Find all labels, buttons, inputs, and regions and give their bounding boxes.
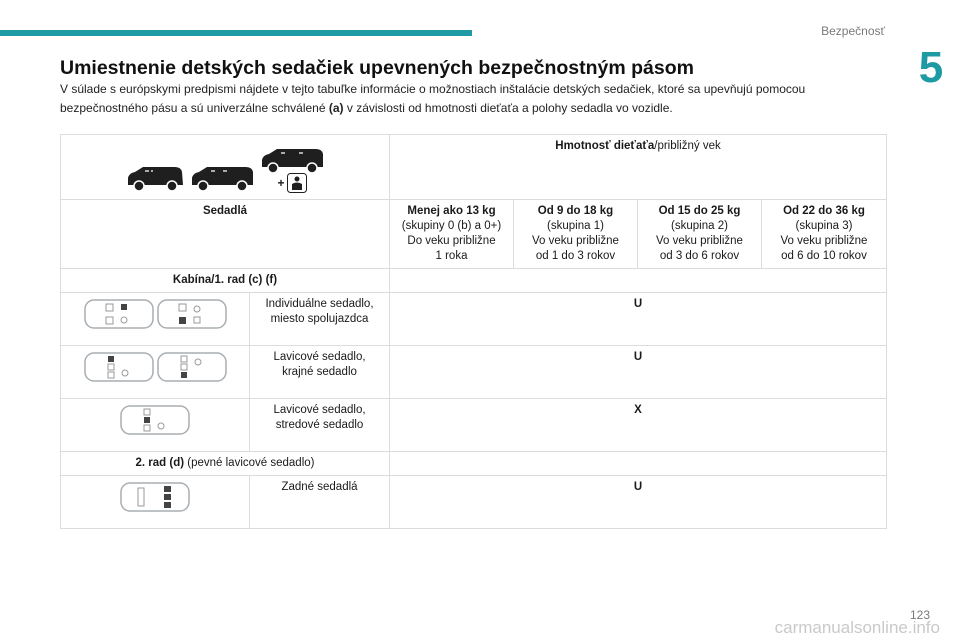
- seat-label: [250, 399, 390, 452]
- intro-text-2: v závislosti od hmotnosti dieťaťa a polohy sedadla vo vozidle.: [343, 101, 673, 115]
- car-seat-diagram-icon: [157, 350, 227, 384]
- second-row-bold: 2. rad (d): [135, 457, 185, 469]
- intro-paragraph: [60, 80, 850, 118]
- chapter-number: 5: [918, 43, 944, 92]
- weight-header-rest: /približný vek: [654, 140, 721, 152]
- col-age-line2: od 6 do 10 rokov: [781, 250, 867, 262]
- seat-label-line2: miesto spolujazdca: [270, 313, 369, 325]
- col-weight: Od 15 do 25 kg: [658, 205, 741, 217]
- seat-label: [250, 346, 390, 399]
- column-group-0: [390, 200, 514, 269]
- empty-cell: [390, 452, 887, 476]
- intro-bold-ref: (a): [328, 101, 344, 115]
- col-age-line1: Vo veku približne: [532, 235, 619, 247]
- table-row: [61, 399, 887, 452]
- col-group: (skupina 2): [671, 220, 728, 232]
- seat-diagram-cell: [61, 346, 250, 399]
- seat-diagram-cell: [61, 399, 250, 452]
- col-group: (skupina 3): [795, 220, 853, 232]
- vehicle-icons-cell: [61, 135, 390, 200]
- table-row-cabin-group: [61, 269, 887, 293]
- child-seat-icon: [287, 173, 307, 193]
- seat-diagram-cell: [61, 476, 250, 529]
- watermark-text: carmanualsonline.info: [774, 618, 940, 637]
- table-row-second-row-group: [61, 452, 887, 476]
- plus-icon: +: [277, 175, 285, 190]
- table-header-row: [61, 135, 887, 200]
- van-short-icon: [125, 165, 185, 193]
- car-seat-diagram-icon: [157, 297, 227, 331]
- header-accent-bar: [0, 30, 472, 36]
- col-group: (skupiny 0 (b) a 0+): [401, 220, 502, 232]
- car-seat-diagram-icon: [84, 350, 154, 384]
- van-long-icon: [259, 147, 325, 175]
- col-weight: Menej ako 13 kg: [407, 205, 496, 217]
- intro-text-1: V súlade s európskymi predpismi nájdete v tejto tabuľke informácie o možnostiach inštalácie detských sedačiek, ktoré sa upevňujú pomocou bezpečnostného pásu a sú univerzálne schválené: [60, 82, 806, 115]
- suitability-value: U: [390, 476, 887, 529]
- col-age-line2: 1 roka: [435, 250, 468, 262]
- column-group-2: [638, 200, 762, 269]
- seat-label-line2: krajné sedadlo: [282, 366, 357, 378]
- table-row: [61, 476, 887, 529]
- col-age-line1: Do veku približne: [407, 235, 496, 247]
- col-group: (skupina 1): [547, 220, 604, 232]
- seat-label-line2: stredové sedadlo: [275, 419, 364, 431]
- col-age-line2: od 1 do 3 rokov: [535, 250, 616, 262]
- car-seat-diagram-icon: [84, 297, 154, 331]
- column-group-1: [514, 200, 638, 269]
- section-name: Bezpečnosť: [821, 24, 885, 38]
- seats-label: Sedadlá: [61, 200, 390, 269]
- weight-header-cell: [390, 135, 887, 200]
- car-seat-diagram-icon: [120, 403, 190, 437]
- seat-label-line1: Lavicové sedadlo,: [273, 351, 366, 363]
- col-weight: Od 9 do 18 kg: [537, 205, 614, 217]
- suitability-value: X: [390, 399, 887, 452]
- car-seat-diagram-icon: [120, 480, 190, 514]
- child-seat-table: [60, 134, 887, 529]
- second-row-group-label: [61, 452, 390, 476]
- seat-label: Zadné sedadlá: [250, 476, 390, 529]
- empty-cell: [390, 269, 887, 293]
- col-age-line2: od 3 do 6 rokov: [659, 250, 740, 262]
- page-title: Umiestnenie detských sedačiek upevnených bezpečnostným pásom: [60, 57, 694, 79]
- seat-label: [250, 293, 390, 346]
- suitability-value: U: [390, 346, 887, 399]
- table-row: [61, 346, 887, 399]
- col-weight: Od 22 do 36 kg: [783, 205, 865, 217]
- page-number: 123: [909, 608, 930, 622]
- col-age-line1: Vo veku približne: [780, 235, 868, 247]
- seat-label-line1: Lavicové sedadlo,: [273, 404, 366, 416]
- column-group-3: [762, 200, 887, 269]
- van-medium-icon: [189, 165, 255, 193]
- table-row: [61, 293, 887, 346]
- cabin-group-label: Kabína/1. rad (c) (f): [61, 269, 390, 293]
- table-subheader-row: [61, 200, 887, 269]
- col-age-line1: Vo veku približne: [656, 235, 743, 247]
- second-row-rest: (pevné lavicové sedadlo): [184, 457, 315, 469]
- seat-diagram-cell: [61, 293, 250, 346]
- seat-label-line1: Individuálne sedadlo,: [265, 298, 374, 310]
- suitability-value: U: [390, 293, 887, 346]
- weight-header-bold: Hmotnosť dieťaťa: [555, 140, 655, 152]
